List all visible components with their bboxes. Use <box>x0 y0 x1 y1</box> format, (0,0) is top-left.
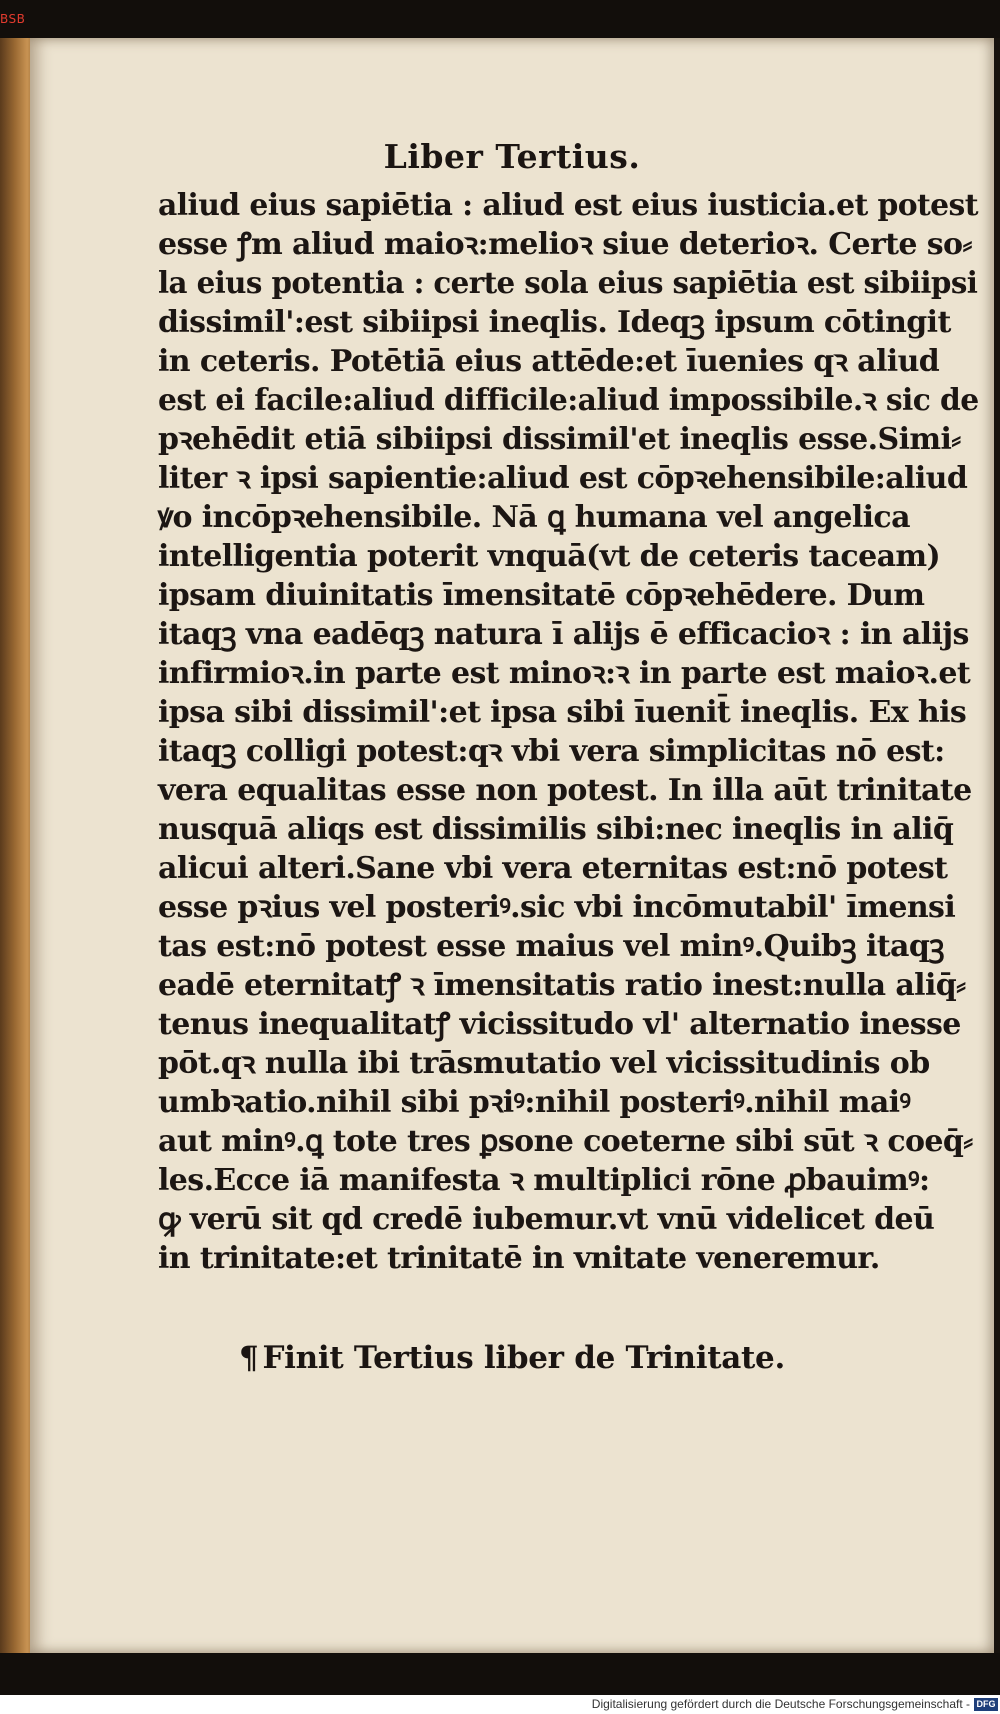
text-line: vera equalitas esse non potest. In illa aūt trinitate <box>158 773 972 808</box>
text-line: liter ꝛ ipsi sapientie:aliud est cōpꝛehensibile:aliud <box>158 461 968 496</box>
text-line: pōt.qꝛ nulla ibi trāsmutatio vel vicissitudinis ob <box>158 1046 930 1081</box>
text-line: ꝙ verū sit qd credē iubemur.vt vnū videlicet deū <box>158 1202 935 1237</box>
text-line: aliud eius sapiētia : aliud est eius iusticia.et potest <box>158 188 978 223</box>
text-line: la eius potentia : certe sola eius sapiētia est sibiipsi <box>158 266 978 301</box>
text-line: umbꝛatio.nihil sibi pꝛiꝰ:nihil posteriꝰ.nihil maiꝰ <box>158 1085 911 1120</box>
text-line: ipsam diuinitatis īmensitatē cōpꝛehēdere. Dum <box>158 578 925 613</box>
funding-credit: Digitalisierung gefördert durch die Deutsche Forschungsgemeinschaft - <box>591 1697 970 1711</box>
text-line: aut minꝰ.ꝗ tote tres ꝑsone coeterne sibi sūt ꝛ coeq̄⸗ <box>158 1124 973 1159</box>
book-binding-edge <box>0 38 34 1653</box>
text-line: dissimil':est sibiipsi ineqlis. Ideqꝫ ipsum cōtingit <box>158 305 951 340</box>
text-line: in trinitate:et trinitatē in vnitate veneremur. <box>158 1241 880 1276</box>
text-line: nusquā aliqs est dissimilis sibi:nec ineqlis in aliq̄ <box>158 812 954 847</box>
library-mark: BSB <box>0 12 26 26</box>
text-line: infirmioꝛ.in parte est minoꝛ:ꝛ in parte est maioꝛ.et <box>158 656 971 691</box>
scan-top-border <box>0 0 1000 38</box>
text-line: eadē eternitatꝭ ꝛ īmensitatis ratio inest:nulla aliq̄⸗ <box>158 968 966 1003</box>
text-line: esse pꝛius vel posteriꝰ.sic vbi incōmutabil' īmensi <box>158 890 956 925</box>
footer-strip <box>0 1695 1000 1714</box>
text-line: itaqꝫ colligi potest:qꝛ vbi vera simplicitas nō est: <box>158 734 945 769</box>
pilcrow-mark: ¶ <box>239 1340 259 1376</box>
text-line: esse ꝭm aliud maioꝛ:melioꝛ siue deterioꝛ. Certe so⸗ <box>158 227 972 262</box>
text-line: intelligentia poterit vnquā(vt de ceteris taceam) <box>158 539 941 574</box>
colophon-text: Finit Tertius liber de Trinitate. <box>262 1340 785 1376</box>
text-line: tenus inequalitatꝭ vicissitudo vl' alternatio inesse <box>158 1007 961 1042</box>
text-line: ꝟo incōpꝛehensibile. Nā ꝗ humana vel angelica <box>158 500 910 535</box>
book-page <box>30 38 994 1653</box>
text-line: ipsa sibi dissimil':et ipsa sibi īuenit̄ ineqlis. Ex his <box>158 695 967 730</box>
text-line: est ei facile:aliud difficile:aliud impossibile.ꝛ sic de <box>158 383 979 418</box>
text-line: pꝛehēdit etiā sibiipsi dissimil'et ineqlis esse.Simi⸗ <box>158 422 961 457</box>
running-head: Liber Tertius. <box>383 137 641 176</box>
text-line: in ceteris. Potētiā eius attēde:et īuenies qꝛ aliud <box>158 344 940 379</box>
dfg-logo: DFG <box>974 1698 998 1711</box>
text-line: itaqꝫ vna eadēqꝫ natura ī alijs ē efficacioꝛ : in alijs <box>158 617 969 652</box>
colophon <box>30 1340 994 1376</box>
text-line: alicui alteri.Sane vbi vera eternitas est:nō potest <box>158 851 948 886</box>
body-text <box>158 186 978 1278</box>
scan-bottom-border <box>0 1653 1000 1695</box>
text-line: tas est:nō potest esse maius vel minꝰ.Quibꝫ itaqꝫ <box>158 929 944 964</box>
text-line: les.Ecce iā manifesta ꝛ multiplici rōne ꝓbauimꝰ: <box>158 1163 930 1198</box>
